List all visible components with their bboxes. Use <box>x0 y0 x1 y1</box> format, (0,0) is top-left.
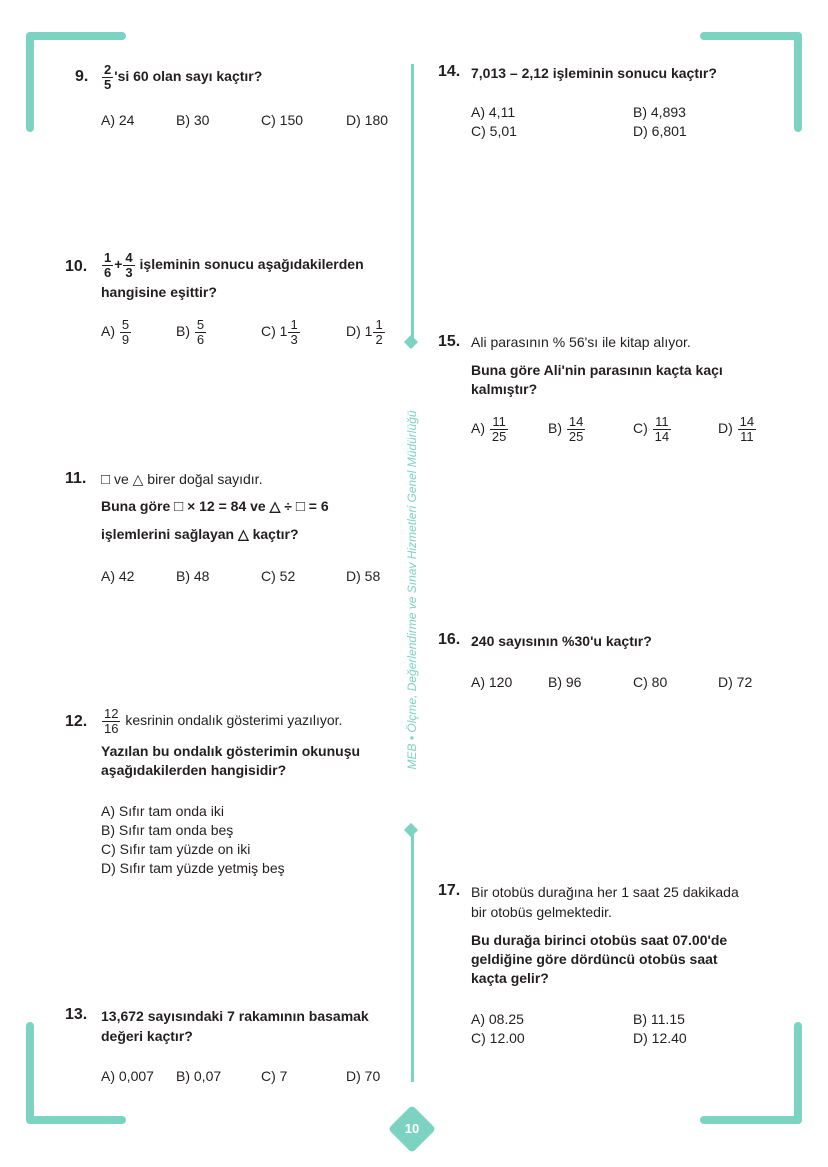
q11-number: 11. <box>65 470 87 487</box>
q10-option-b[interactable]: B) $\frac{5}{6}$ <box>176 317 205 347</box>
q16-option-a[interactable]: A) 120 <box>471 674 513 690</box>
q11-option-b[interactable]: B) 48 <box>176 568 210 584</box>
page-number: 10 <box>404 1121 420 1136</box>
q15-option-b[interactable]: B) $\frac{14}{25}$ <box>548 414 584 444</box>
q10-option-a[interactable]: A) $\frac{5}{9}$ <box>101 317 130 347</box>
q9-number: 9. <box>75 68 89 85</box>
corner-top-left-v <box>26 32 34 132</box>
q10-option-c[interactable]: C) 1 $\frac{1}{3}$ <box>261 317 298 347</box>
square-symbol: □ <box>295 498 305 515</box>
corner-bottom-left-h <box>26 1116 126 1124</box>
q15-option-d[interactable]: D) $\frac{14}{11}$ <box>718 414 755 444</box>
q16-option-d[interactable]: D) 72 <box>718 674 753 690</box>
square-symbol: □ <box>174 498 184 515</box>
q10-stem-line1: $\frac{1}{6}$ + $\frac{4}{3}$ işleminin sonucu aşağıdakilerden <box>104 250 364 280</box>
q13-line1: 13,672 sayısındaki 7 rakamının basamak <box>101 1008 369 1024</box>
q17-option-b[interactable]: B) 11.15 <box>633 1011 685 1027</box>
q9-stem: $\frac{2}{5}$ 'si 60 olan sayı kaçtır? <box>104 62 263 92</box>
q11-option-d[interactable]: D) 58 <box>346 568 381 584</box>
corner-bottom-right-v <box>794 1022 802 1124</box>
q12-number: 12. <box>65 713 88 730</box>
q17-line5: kaçta gelir? <box>471 970 549 986</box>
q12-option-a[interactable]: A) Sıfır tam onda iki <box>101 803 224 819</box>
q12-fraction: $\frac{12}{16}$ <box>104 706 119 736</box>
q10-fraction-1: $\frac{1}{6}$ <box>104 250 112 280</box>
q12-option-b[interactable]: B) Sıfır tam onda beş <box>101 822 234 838</box>
q13-line2: değeri kaçtır? <box>101 1028 193 1044</box>
q15-line3: kalmıştır? <box>471 381 538 397</box>
q10-fraction-2: $\frac{4}{3}$ <box>125 250 133 280</box>
corner-top-right-v <box>794 32 802 132</box>
q11-option-c[interactable]: C) 52 <box>261 568 296 584</box>
q13-option-a[interactable]: A) 0,007 <box>101 1068 154 1084</box>
q14-option-d[interactable]: D) 6,801 <box>633 123 687 139</box>
q17-line3: Bu durağa birinci otobüs saat 07.00'de <box>471 932 728 948</box>
q15-option-a[interactable]: A) $\frac{11}{25}$ <box>471 414 507 444</box>
q16-option-b[interactable]: B) 96 <box>548 674 582 690</box>
corner-bottom-left-v <box>26 1022 34 1124</box>
q9-option-d[interactable]: D) 180 <box>346 112 389 128</box>
square-symbol: □ <box>101 471 111 488</box>
q17-option-a[interactable]: A) 08.25 <box>471 1011 524 1027</box>
q14-stem: 7,013 – 2,12 işleminin sonucu kaçtır? <box>471 65 717 81</box>
q14-option-b[interactable]: B) 4,893 <box>633 104 686 120</box>
q17-option-d[interactable]: D) 12.40 <box>633 1030 687 1046</box>
q10-stem-line2: hangisine eşittir? <box>101 284 217 300</box>
q12-line2: Yazılan bu ondalık gösterimin okunuşu <box>101 743 361 759</box>
q17-option-c[interactable]: C) 12.00 <box>471 1030 525 1046</box>
corner-top-left-h <box>26 32 126 40</box>
q16-number: 16. <box>438 631 461 648</box>
q14-option-c[interactable]: C) 5,01 <box>471 123 517 139</box>
q16-option-c[interactable]: C) 80 <box>633 674 668 690</box>
q17-line4: geldiğine göre dördüncü otobüs saat <box>471 951 718 967</box>
q12-line3: aşağıdakilerden hangisidir? <box>101 762 287 778</box>
q11-line3: işlemlerini sağlayan △ kaçtır? <box>101 526 299 542</box>
q14-option-a[interactable]: A) 4,11 <box>471 104 516 120</box>
q12-line1: $\frac{12}{16}$ kesrinin ondalık gösterimi yazılıyor. <box>104 706 343 736</box>
corner-top-right-h <box>700 32 802 40</box>
column-divider-bottom <box>411 834 414 1082</box>
q17-line1: Bir otobüs durağına her 1 saat 25 dakikada <box>471 884 739 900</box>
corner-bottom-right-h <box>700 1116 802 1124</box>
q14-number: 14. <box>438 63 461 80</box>
q11-option-a[interactable]: A) 42 <box>101 568 135 584</box>
q15-line2: Buna göre Ali'nin parasının kaçta kaçı <box>471 362 723 378</box>
q10-number: 10. <box>65 258 88 275</box>
q11-line2: Buna göre □ × 12 = 84 ve △ ÷ □ = 6 <box>101 498 329 515</box>
q12-option-d[interactable]: D) Sıfır tam yüzde yetmiş beş <box>101 860 285 876</box>
q17-number: 17. <box>438 882 461 899</box>
q13-option-b[interactable]: B) 0,07 <box>176 1068 222 1084</box>
q9-option-c[interactable]: C) 150 <box>261 112 304 128</box>
q12-option-c[interactable]: C) Sıfır tam yüzde on iki <box>101 841 251 857</box>
column-divider-top <box>411 64 414 342</box>
q17-line2: bir otobüs gelmektedir. <box>471 904 612 920</box>
q15-option-c[interactable]: C) $\frac{11}{14}$ <box>633 414 670 444</box>
q15-number: 15. <box>438 333 461 350</box>
q11-line1: □ ve △ birer doğal sayıdır. <box>101 471 263 488</box>
q13-option-c[interactable]: C) 7 <box>261 1068 288 1084</box>
ministry-side-text: MEB • Ölçme, Değerlendirme ve Sınav Hizmetleri Genel Müdürlüğü <box>405 410 419 770</box>
q9-option-a[interactable]: A) 24 <box>101 112 135 128</box>
q15-line1: Ali parasının % 56'sı ile kitap alıyor. <box>471 334 691 350</box>
divider-diamond-top <box>404 335 418 349</box>
q13-option-d[interactable]: D) 70 <box>346 1068 381 1084</box>
q10-option-d[interactable]: D) 1 $\frac{1}{2}$ <box>346 317 383 347</box>
q13-number: 13. <box>65 1006 88 1023</box>
q16-stem: 240 sayısının %30'u kaçtır? <box>471 633 652 649</box>
q9-fraction: $\frac{2}{5}$ <box>104 62 112 92</box>
q9-option-b[interactable]: B) 30 <box>176 112 210 128</box>
